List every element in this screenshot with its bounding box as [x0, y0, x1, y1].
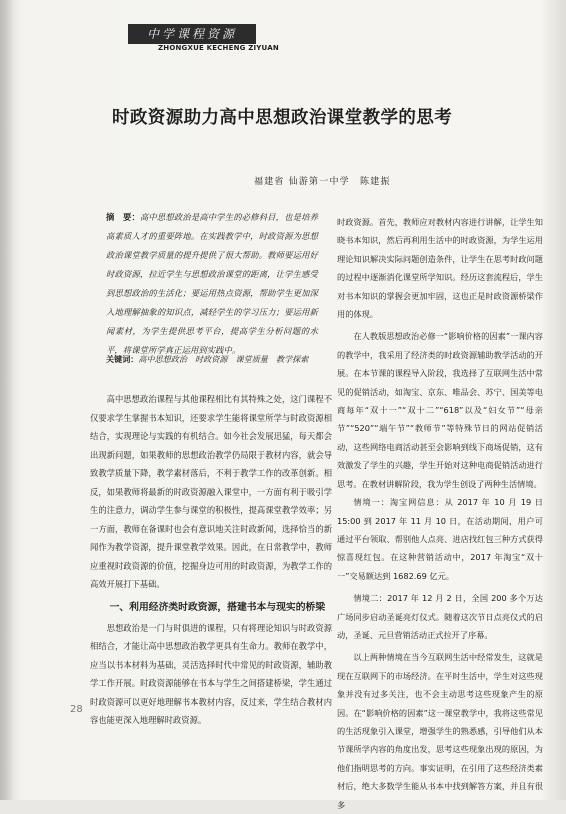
keywords	[106, 354, 322, 365]
body-paragraph: 情境一：淘宝网信息：从 2017 年 10 月 19 日 15:00 到 2017 年 11 月 10 日，在活动期间，用户可通过平台领取、帮别他人点亮、进店找红包三种方式获得惊喜现红包。在这种营销活动中，2017 年淘宝“双十一”交易额达到 1682.69 亿元。	[337, 497, 543, 581]
section-banner: 中学课程资源	[128, 24, 256, 44]
body-paragraph: 在人教版思想政治必修一“影响价格的因素”一课内容的教学中，我采用了经济类的时政资源辅助教学活动的开展。在本节课的课程导入阶段，我选择了互联网生活中常见的促销活动，如淘宝、京东、唯品会、苏宁、国美等电商每年“双十一”“双十二”“618”以及“妇女节”“母亲节”“520”“端午节”“教师节”等特殊节日的网站促销活动，这些网络电商活动甚至会影响到线下商场促销，这有效激发了学生的兴趣，学生开始对这种电商促销活动进行思考。在教材讲解阶段，我为学生创设了两种生活情境。	[337, 331, 543, 489]
abstract-text: 高中思想政治是高中学生的必修科目，也是培养高素质人才的重要阵地。在实践教学中，时政资源为思想政治课堂教学质量的提升提供了很大帮助。教师要运用好时政资源，拉近学生与思想政治课堂的距离，让学生感受到思想政治的生活化；要运用热点资源，帮助学生更加深入地理解抽象的知识点，减轻学生的学习压力；要运用新闻素材，为学生提供思考平台，提高学生分析问题的水平，将课堂所学真正运用到实践中。	[106, 212, 318, 355]
body-paragraph: 高中思想政治课程与其他课程相比有其特殊之处，这门课程不仅要求学生掌握书本知识，还要求学生能将课堂所学与时政资源相结合，实现理论与实践的有机结合。如今社会发展迅猛，每天都会出现新问题，如果教师的思想政治教学仍局限于教材内容，就会导致教学质量下降，教学素材落后，不利于教学工作的改革创新。相反，如果教师将最新的时政资源融入课堂中，一方面有利于吸引学生的注意力，调动学生参与课堂的积极性，提高课堂教学效率；另一方面，教师在备课时也会有意识地关注时政新闻，选择恰当的新闻作为教学资源，提升课堂教学效果。因此，在日常教学中，教师应重视时政资源的价值，挖掘身边可用的时政资源，为教学工作的高效开展打下基础。	[90, 394, 332, 589]
section-pinyin-subtitle: ZHONGXUE KECHENG ZIYUAN	[158, 44, 279, 52]
keywords-label: 关键词：	[106, 354, 139, 364]
body-paragraph: 思想政治是一门与时俱进的课程，只有将理论知识与时政资源相结合，才能让高中思想政治教学更具有生命力。教师在教学中，应当以书本材料为基础，灵活选择时代中常见的时政资源，辅助教学工作开展。时政资源能够在书本与学生之间搭建桥梁，学生通过时政资源可以更好地理解书本教材内容，反过来，学生结合教材内容也能更深入地理解时政资源。	[90, 622, 332, 725]
abstract	[106, 208, 318, 360]
body-paragraph: 情境二：2017 年 12 月 2 日，全国 200 多个万达广场同步启动圣诞亮灯仪式。随着这次节日点亮仪式的启动，圣诞、元旦营销活动正式拉开了序幕。	[337, 593, 543, 640]
body-paragraph: 时政资源。首先，教师应对教材内容进行讲解，让学生知晓书本知识，然后再利用生活中的时政资源，为学生运用理论知识解决实际问题创造条件，让学生在思考时政问题的过程中逐渐消化课堂所学知识。经历这套流程后，学生对书本知识的掌握会更加牢固，这也正是时政资源桥梁作用的体现。	[337, 217, 543, 320]
right-column	[337, 213, 543, 814]
page-number: 28	[70, 704, 83, 715]
binding-shadow	[0, 0, 14, 800]
section-heading: 一、利用经济类时政资源，搭建书本与现实的桥梁	[109, 601, 326, 613]
article-author: 福建省 仙游第一中学 陈建振	[254, 177, 391, 187]
body-paragraph: 以上两种情境在当今互联网生活中经常发生，这就是现在互联网下的市场经济。在平时生活中，学生对这些现象并没有过多关注，也不会主动思考这些现象产生的原因。在“影响价格的因素”这一课堂教学中，我将这些常见的生活现象引入课堂，增强学生的熟悉感，引导他们从本节课所学内容的角度出发，思考这些现象出现的原因，为他们指明思考的方向。事实证明，在引用了这些经济类素材后，绝大多数学生能从书本中找到解答方案，并且有很多	[337, 652, 543, 810]
keywords-text: 高中思想政治 时政资源 课堂质量 教学探索	[138, 354, 309, 364]
article-title: 时政资源助力高中思想政治课堂教学的思考	[112, 108, 453, 128]
left-column	[90, 390, 332, 730]
abstract-label: 摘 要：	[106, 212, 140, 222]
